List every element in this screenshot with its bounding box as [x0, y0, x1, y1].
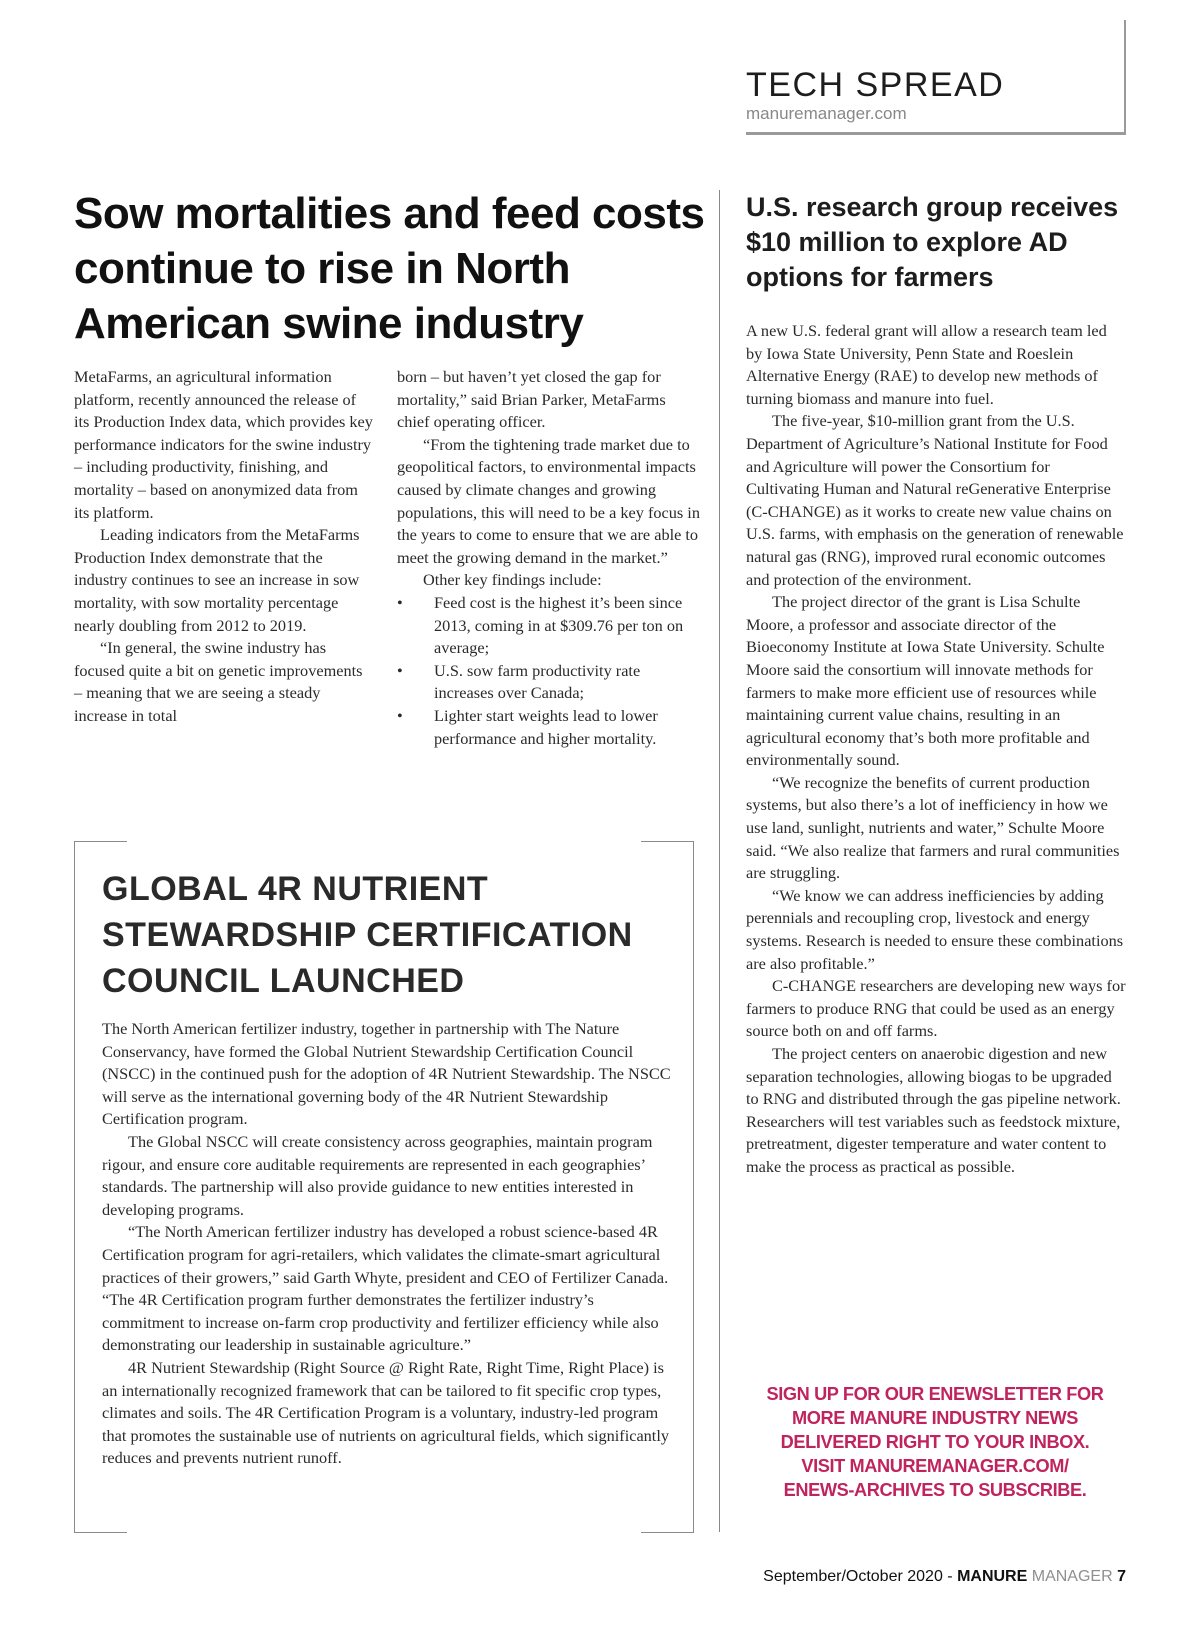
box-left-rule: [74, 841, 75, 1533]
box-paragraph: 4R Nutrient Stewardship (Right Source @ Right Rate, Right Time, Right Place) is an internationally recognized framework that can be tailored to fit specific crop types, climates and soils. The 4R Certification Program is a voluntary, industry-led program that promotes the sustainable use of nutrients on agricultural fields, which significantly reduces and prevents nutrient runoff.: [102, 1357, 669, 1468]
promo-line: VISIT MANUREMANAGER.COM/: [801, 1456, 1069, 1476]
box-headline: GLOBAL 4R NUTRIENT STEWARDSHIP CERTIFICATION COUNCIL LAUNCHED: [102, 870, 633, 1000]
page-footer: [740, 1568, 1126, 1586]
promo-line: DELIVERED RIGHT TO YOUR INBOX.: [780, 1432, 1090, 1452]
story1-paragraph: “In general, the swine industry has focused quite a bit on genetic improvements – meaning that we are seeing a steady increase in total: [74, 638, 363, 725]
story1-paragraph: Leading indicators from the MetaFarms Production Index demonstrate that the industry continues to see an increase in sow mortality, with sow mortality percentage nearly doubling from 2012 to 2019.: [74, 525, 360, 635]
section-url: manuremanager.com: [746, 104, 907, 123]
list-item-text: U.S. sow farm productivity rate increases over Canada;: [434, 660, 641, 703]
list-item-text: Feed cost is the highest it’s been since 2013, coming in at $309.76 per ton on average;: [434, 592, 684, 658]
column-divider: [719, 190, 720, 1532]
story2-paragraph: “We recognize the benefits of current production systems, but also there’s a lot of inefficiency in how we use land, sunlight, nutrients and water,” Schulte Moore said. “We also realize that farmers and rural communities are struggling.: [746, 772, 1120, 883]
box-top-left-rule: [74, 841, 127, 842]
promo-line: SIGN UP FOR OUR ENEWSLETTER FOR: [766, 1384, 1104, 1404]
page-number: 7: [1117, 1568, 1126, 1585]
section-header: [746, 66, 1004, 124]
magazine-name-bold: MANURE: [957, 1568, 1028, 1585]
box-paragraph: The North American fertilizer industry, together in partnership with The Nature Conservancy, have formed the Global Nutrient Stewardship Certification Council (NSCC) in the continued push for the adoption of 4R Nutrient Stewardship. The NSCC will serve as the international governing body of the 4R Nutrient Stewardship Certification program.: [102, 1019, 671, 1129]
magazine-name-light: MANAGER: [1031, 1568, 1113, 1585]
bullet-icon: •: [397, 660, 403, 680]
box-top-right-rule: [641, 841, 694, 842]
story1-column-2: [397, 366, 702, 750]
story1-paragraph: MetaFarms, an agricultural information platform, recently announced the release of its Production Index data, which provides key performance indicators for the swine industry – including productivity, finishing, and mortality – based on anonymized data from its platform.: [74, 367, 373, 522]
box-body: [102, 1018, 674, 1470]
header-vertical-rule: [1124, 20, 1126, 134]
section-title: TECH SPREAD: [746, 66, 1005, 104]
box-right-rule: [693, 841, 694, 1533]
box-bottom-left-rule: [74, 1532, 127, 1533]
box-bottom-right-rule: [641, 1532, 694, 1533]
issue-date: September/October 2020 -: [763, 1568, 953, 1585]
story2-paragraph: C-CHANGE researchers are developing new ways for farmers to produce RNG that could be used as an energy source both on and off farms.: [746, 976, 1126, 1041]
story2-paragraph: A new U.S. federal grant will allow a research team led by Iowa State University, Penn State and Roeslein Alternative Energy (RAE) to develop new methods of turning biomass and manure into fuel.: [746, 321, 1107, 408]
story1-headline: Sow mortalities and feed costs continue to rise in North American swine industry: [74, 189, 705, 348]
story2-paragraph: “We know we can address inefficiencies by adding perennials and recoupling crop, livestock and energy systems. Research is needed to ensure these combinations are also profitable.”: [746, 885, 1124, 973]
story1-column-1: [74, 366, 374, 728]
story2-paragraph: The project centers on anaerobic digestion and new separation technologies, allowing biogas to be upgraded to RNG and distributed through the gas pipeline network. Researchers will test variables such as feedstock mixture, pretreatment, digester temperature and water content to make the process as practical as possible.: [746, 1044, 1121, 1176]
list-item: [397, 705, 702, 750]
story1-paragraph: “From the tightening trade market due to geopolitical factors, to environmental impacts caused by climate changes and growing populations, this will need to be a key focus in the years to come to ensure that we are able to meet the growing demand in the market.”: [397, 434, 700, 567]
newsletter-promo[interactable]: [740, 1382, 1130, 1502]
box-paragraph: The Global NSCC will create consistency across geographies, maintain program rigour, and ensure core auditable requirements are represented in each geographies’ standards. The partnership will also provide guidance to new entities interested in developing programs.: [102, 1131, 653, 1219]
bullet-icon: •: [397, 705, 403, 725]
box-paragraph: “The North American fertilizer industry has developed a robust science-based 4R Certification program for agri-retailers, which validates the climate-smart agricultural practices of their growers,” said Garth Whyte, president and CEO of Fertilizer Canada. “The 4R Certification program further demonstrates the fertilizer industry’s commitment to increase on-farm crop productivity and fertilizer efficiency while also demonstrating our leadership in sustainable agriculture.”: [102, 1222, 669, 1355]
header-horizontal-rule: [746, 132, 1126, 135]
promo-line: MORE MANURE INDUSTRY NEWS: [791, 1408, 1079, 1428]
list-item: [397, 660, 702, 705]
promo-line: ENEWS-ARCHIVES TO SUBSCRIBE.: [783, 1480, 1087, 1500]
story1-paragraph: Other key findings include:: [423, 570, 602, 590]
list-item: [397, 592, 702, 660]
story2-body: [746, 320, 1126, 1179]
story2-paragraph: The five-year, $10-million grant from the U.S. Department of Agriculture’s National Institute for Food and Agriculture will power the Consortium for Cultivating Human and Natural reGenerative Enterprise (C-CHANGE) as it works to create new value chains on U.S. farms, with emphasis on the generation of renewable natural gas (RNG), improved rural economic outcomes and protection of the environment.: [746, 411, 1124, 589]
key-findings-list: [397, 592, 702, 750]
bullet-icon: •: [397, 592, 403, 612]
story1-paragraph: born – but haven’t yet closed the gap for mortality,” said Brian Parker, MetaFarms chief operating officer.: [397, 367, 666, 432]
story2-headline: U.S. research group receives $10 million to explore AD options for farmers: [746, 192, 1119, 292]
list-item-text: Lighter start weights lead to lower performance and higher mortality.: [434, 705, 658, 748]
story2-paragraph: The project director of the grant is Lisa Schulte Moore, a professor and associate director of the Bioeconomy Institute at Iowa State University. Schulte Moore said the consortium will innovate methods for farmers to make more efficient use of resources while maintaining current value chains, resulting in an agricultural economy that’s both more profitable and environmentally sound.: [746, 592, 1105, 770]
